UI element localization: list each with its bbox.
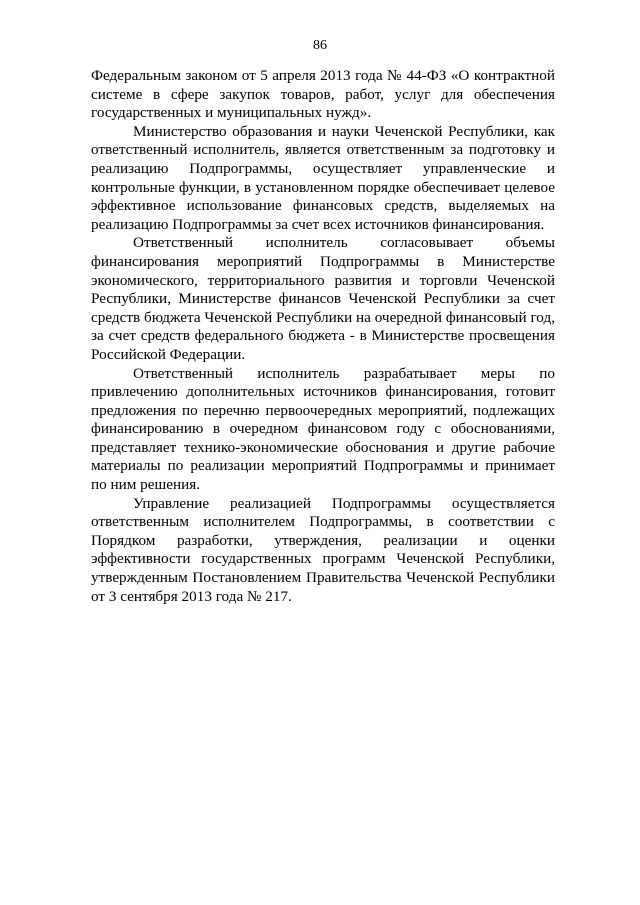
paragraph-federal-law: Федеральным законом от 5 апреля 2013 года № 44-ФЗ «О контрактной системе в сфере закупок товаров, работ, услуг для обеспечения государственных и муниципальных нужд». — [91, 67, 555, 122]
page-number: 86 — [313, 38, 327, 53]
paragraph-program-management: Управление реализацией Подпрограммы осуществляется ответственным исполнителем Подпрограммы, в соответствии с Порядком разработки, утверждения, реализации и оценки эффективности государственных программ Чеченской Республики, утвержденным Постановлением Правительства Чеченской Республики от 3 сентября 2013 года № 217. — [91, 494, 555, 605]
document-body — [91, 67, 555, 606]
paragraph-ministry-responsibility: Министерство образования и науки Чеченской Республики, как ответственный исполнитель, является ответственным за подготовку и реализацию Подпрограммы, осуществляет управленческие и контрольные функции, в установленном порядке обеспечивает целевое эффективное использование финансовых средств, выделяемых на реализацию Подпрограммы за счет всех источников финансирования. — [91, 122, 555, 233]
paragraph-additional-sources: Ответственный исполнитель разрабатывает меры по привлечению дополнительных источников финансирования, готовит предложения по перечню первоочередных мероприятий, подлежащих финансированию в очередном финансовом году с обоснованиями, представляет технико-экономические обоснования и другие рабочие материалы по реализации мероприятий Подпрограммы и принимает по ним решения. — [91, 364, 555, 494]
paragraph-funding-coordination: Ответственный исполнитель согласовывает объемы финансирования мероприятий Подпрограммы в Министерстве экономического, территориального развития и торговли Чеченской Республики, Министерстве финансов Чеченской Республики за счет средств бюджета Чеченской Республики на очередной финансовый год, за счет средств федерального бюджета - в Министерстве просвещения Российской Федерации. — [91, 234, 555, 363]
